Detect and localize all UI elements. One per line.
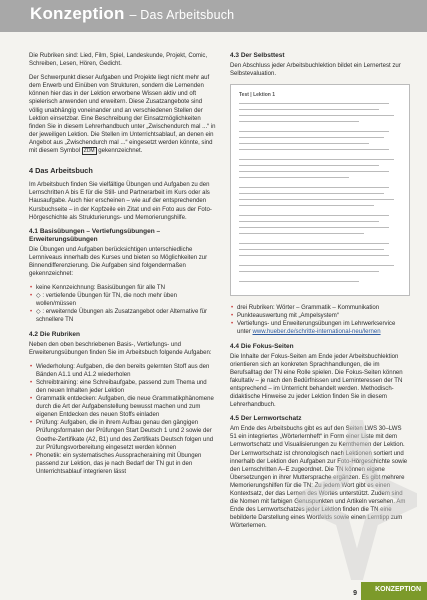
selbsttest-paragraph: Den Abschluss jeder Arbeitsbuchlektion bildet ein Lernertest zur Selbstevaluation. bbox=[230, 63, 401, 78]
levels-list bbox=[29, 284, 217, 324]
section-heading-4-5: 4.5 Der Lernwortschatz bbox=[230, 415, 302, 423]
lernwortschatz-paragraph: Am Ende des Arbeitsbuchs gibt es auf den Seiten LWS 30–LWS 51 ein integriertes „Wörterlernheft“ in Form einer Liste mit dem Lernwortschatz und Visualisierungen zu Kernthemen der Lektion. Der Lernwortschatz ist chronologisch nach Lektionen sortiert und innerhalb der Lektion den Aufgaben zur Foto-Hörgeschichte sowie den Lernschritten A–E zugeordnet. Die TN können eigene Übersetzungen in ihrer Muttersprache ergänzen. Es gibt mehrere Memorierungshilfen für die TN: Zu jedem Wort gibt es einen Kontextsatz, der das Lernen des Wortes unterstützt. Zudem sind die Nomen mit farbigen Genuspunkten und Artikeln versehen. Am Ende des Lernwortschatzes jeder Lektion finden die TN eine bebilderte Darstellung eines Wortfelds sowie einen Lerntipp zum Wörterlernen. bbox=[230, 426, 408, 530]
section-heading-4-4: 4.4 Die Fokus-Seiten bbox=[230, 342, 294, 350]
footer-bar bbox=[361, 582, 427, 600]
list-item: • drei Rubriken: Wörter – Grammatik – Kommunikation bbox=[237, 304, 408, 312]
list-item: • ◇ : vertiefende Übungen für TN, die noch mehr üben wollen/müssen bbox=[36, 292, 217, 308]
page-number: 9 bbox=[353, 590, 357, 597]
zdm-text: Der Schwerpunkt dieser Aufgaben und Projekte liegt nicht mehr auf dem Erwerb und Einüben von Strukturen, sondern die Lernenden können hier das in der Lektion erworbene Wissen aktiv und oft spielerisch anwenden und erweitern. Diese Zusatzangebote sind völlig unabhängig voneinander und an verschiedenen Stellen der Lektion einsetzbar. Eine Beschreibung der Einsatzmöglichkeiten finden Sie in diesem Lehrerhandbuch unter „Zwischendurch mal ...“ in der jeweiligen Lektion. Die Stellen im Unterrichtsablauf, an denen ein Angebot aus „Zwischendurch mal ...“ eingesetzt werden könnte, sind mit diesem Symbol bbox=[29, 75, 216, 155]
page-title-main: Konzeption bbox=[30, 4, 125, 23]
selbsttest-thumbnail bbox=[230, 84, 410, 296]
list-item: • Vertiefungs- und Erweiterungsübungen im Lehrwerkservice unter www.hueber.de/schritte-international-neu/lernen bbox=[237, 320, 408, 336]
section-heading-4-2: 4.2 Die Rubriken bbox=[29, 330, 80, 338]
list-item: • Schreibtraining: eine Schreibaufgabe, passend zum Thema und den neuen Inhalten jeder Lektion bbox=[36, 379, 217, 395]
rubrics-paragraph: Die Rubriken sind: Lied, Film, Spiel, Landeskunde, Projekt, Comic, Schreiben, Lesen, Hören, Gedicht. bbox=[29, 53, 208, 68]
section-heading-4-3: 4.3 Der Selbsttest bbox=[230, 52, 285, 59]
page-header bbox=[0, 0, 427, 32]
section-heading-arbeitsbuch: 4 Das Arbeitsbuch bbox=[29, 166, 93, 176]
thumbnail-title: Test | Lektion 1 bbox=[239, 92, 276, 99]
list-item: • keine Kennzeichnung: Basisübungen für alle TN bbox=[36, 284, 217, 292]
list-item: • ◇ : erweiternde Übungen als Zusatzangebot oder Alternative für schnellere TN bbox=[36, 308, 217, 324]
zdm-symbol-icon: ZDM bbox=[83, 148, 95, 155]
star-watermark-icon bbox=[297, 420, 417, 580]
list-item: • Wiederholung: Aufgaben, die den bereits gelernten Stoff aus den Bänden A1.1 und A1.2 wiederholen bbox=[36, 363, 217, 379]
page-title bbox=[30, 4, 234, 24]
page-title-sub: – Das Arbeitsbuch bbox=[129, 8, 235, 22]
left-column bbox=[29, 52, 217, 482]
rubriken-list bbox=[29, 363, 217, 476]
levels-paragraph: Die Übungen und Aufgaben berücksichtigen unterschiedliche Lernniveaus innerhalb des Kurses und bieten so Möglichkeiten zur Binnendifferenzierung. Die Aufgaben sind folgendermaßen gekennzeichnet: bbox=[29, 246, 208, 277]
zdm-paragraph bbox=[29, 74, 217, 155]
section-heading-4-1: 4.1 Basisübungen – Vertiefungsübungen – Erweiterungsübungen bbox=[29, 227, 161, 243]
selbsttest-list bbox=[230, 304, 408, 336]
fokus-paragraph: Die Inhalte der Fokus-Seiten am Ende jeder Arbeitsbuchlektion orientieren sich an konkreten Sprachhandlungen, die im Berufsalltag der TN eine Rolle spielen. Die Fokus-Seiten können fakultativ – je nach den Bedürfnissen und Lerninteressen der TN entsprechend – im Unterricht behandelt werden. Methodisch-didaktische Hinweise zu jeder Lektion finden Sie in diesem Lehrerhandbuch. bbox=[230, 353, 403, 409]
rubriken-paragraph: Neben den oben beschriebenen Basis-, Vertiefungs- und Erweiterungsübungen finden Sie im Arbeitsbuch folgende Aufgaben: bbox=[29, 341, 212, 356]
arbeitsbuch-paragraph: Im Arbeitsbuch finden Sie vielfältige Übungen und Aufgaben zu den Lernschritten A bis E für die Still- und Partnerarbeit im Kurs oder als Hausaufgabe. Auch hier erscheinen – wie auf der entsprechenden Kursbuchseite – in der Kopfzeile ein Zitat und ein Foto aus der Foto-Hörgeschichte als Strukturierungs- und Memorierungshilfe. bbox=[29, 182, 212, 221]
list-item: • Prüfung: Aufgaben, die in ihrem Aufbau genau den gängigen Prüfungsformaten der Prüfungen Start Deutsch 1 und 2 sowie der Goethe-Zertifikate (A2, B1) und des Zertifikats Deutsch folgen und zur Prüfungsvorbereitung eingesetzt werden können bbox=[36, 419, 217, 451]
zdm-text-end: gekennzeichnet. bbox=[98, 148, 143, 155]
footer-label: KONZEPTION bbox=[375, 586, 421, 593]
list-item: • Punkteauswertung mit „Ampelsystem“ bbox=[237, 312, 408, 320]
lehrwerkservice-link[interactable]: www.hueber.de/schritte-international-neu/lernen bbox=[252, 329, 381, 336]
list-item: • Phonetik: ein systematisches Ausspracheraining mit Übungen passend zur Lektion, das je nach Bedarf der TN gut in den Unterrichtsablauf integrieren lässt bbox=[36, 452, 217, 476]
list-item: • Grammatik entdecken: Aufgaben, die neue Grammatikphänomene durch die Art der Aufgabenstellung bewusst machen und zum eigenen Entdecken des neuen Stoffs einladen bbox=[36, 395, 217, 419]
